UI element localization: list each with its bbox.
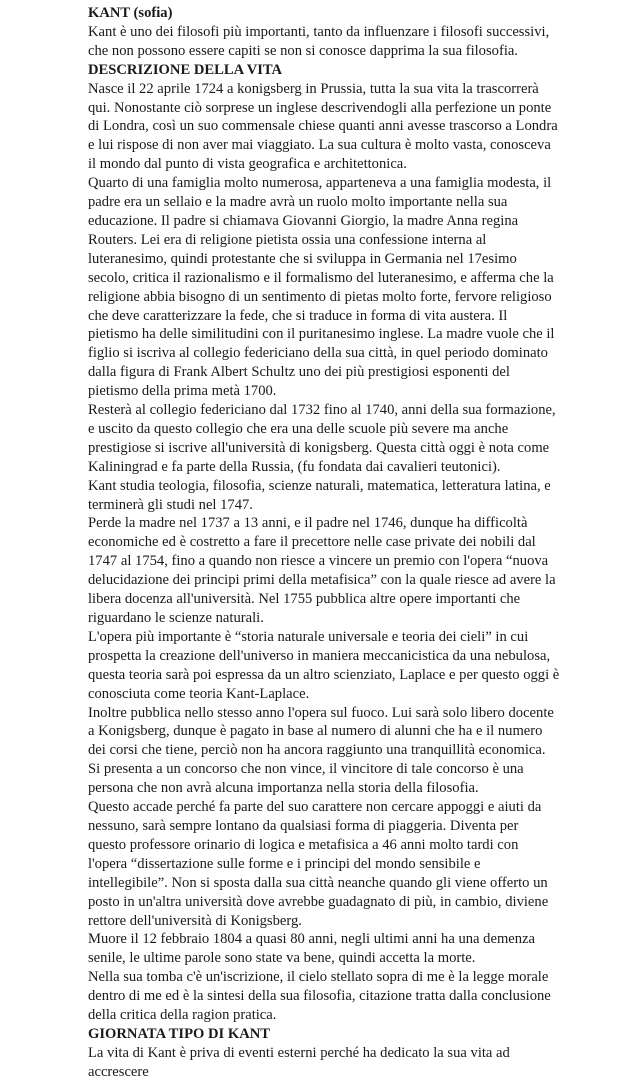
document-page bbox=[88, 4, 560, 1082]
body-paragraph: Kant studia teologia, filosofia, scienze naturali, matematica, letteratura latina, e terminerà gli studi nel 1747. bbox=[88, 477, 551, 513]
body-paragraph: Perde la madre nel 1737 a 13 anni, e il padre nel 1746, dunque ha difficoltà economiche ed è costretto a fare il precettore nelle case private dei nobili dal 1747 al 1754, fino a quando non riesce a vincere un premio con l'opera “nuova delucidazione dei principi primi della metafisica” con la quale riesce ad avere la libera docenza all'università. Nel 1755 pubblica altre opere importanti che riguardano le scienze naturali. bbox=[88, 515, 556, 626]
body-paragraph: Quarto di una famiglia molto numerosa, apparteneva a una famiglia modesta, il padre era un sellaio e la madre avrà un ruolo molto importante nella sua educazione. Il padre si chiamava Giovanni Giorgio, la madre Anna regina Routers. Lei era di religione pietista ossia una confessione interna al luteranesimo, quindi protestante che si sviluppa in Germania nel 17esimo secolo, critica il razionalismo e il formalismo del luteranesimo, e afferma che la religione abbia bisogno di un sentimento di pietas molto forte, fervore religioso che deve caratterizzare la fede, che si traduce in forma di vita austera. Il pietismo ha delle similitudini con il puritanesimo inglese. La madre vuole che il figlio si iscriva al collegio federiciano della sua città, in quel periodo dominato dalla figura di Frank Albert Schultz uno dei più prestigiosi esponenti del pietismo della prima metà 1700. bbox=[88, 175, 555, 400]
document-title: KANT (sofia) bbox=[88, 5, 173, 21]
section-heading-life: DESCRIZIONE DELLA VITA bbox=[88, 61, 283, 78]
body-paragraph: Inoltre pubblica nello stesso anno l'opera sul fuoco. Lui sarà solo libero docente a Konigsberg, dunque è pagato in base al numero di alunni che ha e il numero dei corsi che tiene, perciò non ha ancora raggiunto una tranquillità economica. bbox=[88, 704, 554, 759]
body-paragraph: Questo accade perché fa parte del suo carattere non cercare appoggi e aiuti da nessuno, sarà sempre lontano da qualsiasi forma di piaggeria. Diventa per questo professore orinario di logica e metafisica a 46 anni molto tardi con l'opera “dissertazione sulle forme e i principi del mondo sensibile e intellegibile”. Non si sposta dalla sua città neanche quando gli viene offerto un posto in un'altra università dove avrebbe guadagnato di più, in cambio, diviene rettore dell'università di Konigsberg. bbox=[88, 799, 549, 929]
closing-paragraph: La vita di Kant è priva di eventi esterni perché ha dedicato la sua vita ad accrescere bbox=[88, 1044, 510, 1080]
section-heading-day: GIORNATA TIPO DI KANT bbox=[88, 1025, 271, 1042]
body-paragraph: L'opera più importante è “storia naturale universale e teoria dei cieli” in cui prospetta la creazione dell'universo in maniera meccanicistica da una nebulosa, questa teoria sarà poi espressa da un altro scienziato, Laplace e per questo oggi è conosciuta come teoria Kant-Laplace. bbox=[88, 628, 560, 702]
body-paragraph: Nella sua tomba c'è un'iscrizione, il cielo stellato sopra di me è la legge morale dentro di me ed è la sintesi della sua filosofia, citazione tratta dalla conclusione della critica della ragion pratica. bbox=[88, 969, 551, 1024]
intro-paragraph: Kant è uno dei filosofi più importanti, tanto da influenzare i filosofi successivi, che non possono essere capiti se non si conosce dapprima la sua filosofia. bbox=[88, 23, 550, 59]
body-paragraph: Resterà al collegio federiciano dal 1732 fino al 1740, anni della sua formazione, e uscito da questo collegio che era una delle scuole più severe ma anche prestigiose si iscrive all'università di konigsberg. Questa città oggi è nota come Kaliningrad e fa parte della Russia, (fu fondata dai cavalieri teutonici). bbox=[88, 402, 556, 475]
body-paragraph: Nasce il 22 aprile 1724 a konigsberg in Prussia, tutta la sua vita la trascorrerà qui. Nonostante ciò sorprese un inglese descrivendogli alla perfezione un ponte di Londra, così un suo commensale chiese quanti anni avesse trascorso a Londra e lui rispose di non aver mai viaggiato. La sua cultura è molto vasta, conosceva il mondo dal punto di vista geografica e architettonica. bbox=[88, 80, 558, 173]
body-paragraph: Muore il 12 febbraio 1804 a quasi 80 anni, negli ultimi anni ha una demenza senile, le ultime parole sono state va bene, quindi accetta la morte. bbox=[88, 931, 536, 967]
body-paragraph: Si presenta a un concorso che non vince, il vincitore di tale concorso è una persona che non avrà alcuna importanza nella storia della filosofia. bbox=[88, 761, 524, 797]
